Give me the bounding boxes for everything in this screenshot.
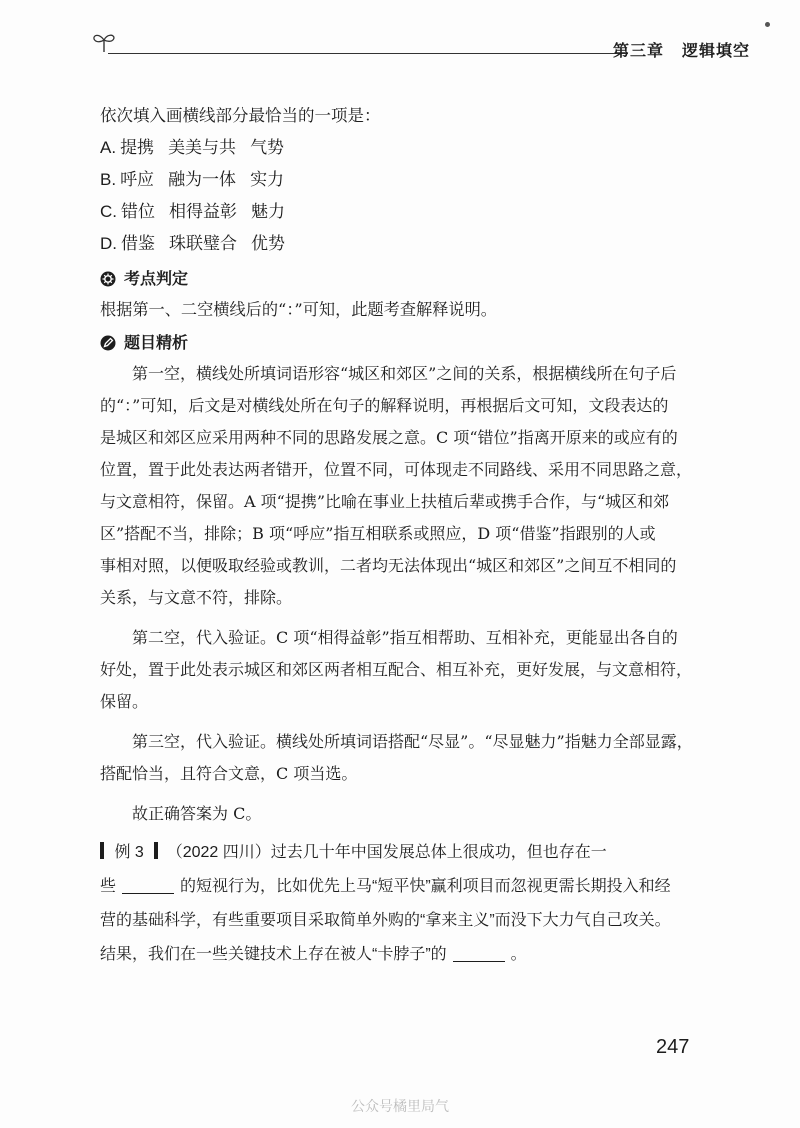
running-header <box>90 30 750 70</box>
text-line: 与文意相符，保留。A 项“提携”比喻在事业上扶植后辈或携手合作，与“城区和郊 <box>100 492 670 511</box>
jingxi-heading <box>100 328 700 358</box>
text-line: 事相对照，以便吸取经验或教训，二者均无法体现出“城区和郊区”之间互不相同的 <box>100 556 677 575</box>
text-line: 保留。 <box>100 692 149 711</box>
analysis-paragraph-3 <box>100 726 700 790</box>
chapter-number: 第三章 <box>612 41 664 60</box>
option-c: C. 错位 相得益彰 魅力 <box>100 202 285 221</box>
chapter-title: 逻辑填空 <box>681 41 750 60</box>
text-line: 好处，置于此处表示城区和郊区两者相互配合、相互补充，更好发展，与文意相符， <box>100 660 693 679</box>
example-source: （2022 四川） <box>166 844 271 861</box>
kaodian-heading <box>100 264 700 294</box>
text-line: 位置，置于此处表达两者错开，位置不同，可体现走不同路线、采用不同思路之意， <box>100 460 693 479</box>
pen-icon <box>100 335 116 351</box>
kaodian-text: 根据第一、二空横线后的“：”可知，此题考查解释说明。 <box>100 300 497 319</box>
answer-blank <box>453 961 505 962</box>
text-line: 第一空，横线处所填词语形容“城区和郊区”之间的关系，根据横线所在句子后 <box>132 364 677 383</box>
answer-line: 故正确答案为 C。 <box>132 804 262 823</box>
text-line: 关系，与文意不符，排除。 <box>100 588 293 607</box>
option-d: D. 借鉴 珠联璧合 优势 <box>100 234 285 253</box>
text-line: 区”搭配不当，排除；B 项“呼应”指互相联系或照应，D 项“借鉴”指跟别的人或 <box>100 524 656 543</box>
option-b: B. 呼应 融为一体 实力 <box>100 170 285 189</box>
analysis-paragraph-1 <box>100 358 700 614</box>
example-line-1: 例 3 （2022 四川）过去几十年中国发展总体上很成功，但也存在一 <box>100 836 700 870</box>
text-line: 的“：”可知，后文是对横线处所在句子的解释说明，再根据后文可知，文段表达的 <box>100 396 669 415</box>
text-line: 是城区和郊区应采用两种不同的思路发展之意。C 项“错位”指离开原来的或应有的 <box>100 428 678 447</box>
text-line: 第二空，代入验证。C 项“相得益彰”指互相帮助、互相补充，更能显出各自的 <box>132 628 678 647</box>
page-number: 247 <box>656 1036 690 1058</box>
answer-blank <box>122 893 174 894</box>
jingxi-title: 题目精析 <box>124 333 189 352</box>
analysis-paragraph-2 <box>100 622 700 718</box>
example-label: 例 3 <box>114 844 144 861</box>
example-line-2: 些 的短视行为，比如优先上马“短平快”赢利项目而忽视更需长期投入和经 <box>100 878 671 895</box>
scan-dot <box>765 22 770 27</box>
header-rule <box>108 53 628 54</box>
kaodian-title: 考点判定 <box>124 269 189 288</box>
option-a: A. 提携 美美与共 气势 <box>100 138 285 157</box>
answer-paragraph <box>100 798 700 830</box>
chapter-heading <box>613 38 750 61</box>
page-content <box>100 100 700 972</box>
question-prompt: 依次填入画横线部分最恰当的一项是： <box>100 107 381 125</box>
example-question <box>100 836 700 972</box>
text-line: 搭配恰当，且符合文意，C 项当选。 <box>100 764 358 783</box>
example-line-4: 结果，我们在一些关键技术上存在被人“卡脖子”的 。 <box>100 946 527 963</box>
example-line-3: 营的基础科学，有些重要项目采取简单外购的“拿来主义”而没下大力气自己攻关。 <box>100 912 671 929</box>
text-line: 第三空，代入验证。横线处所填词语搭配“尽显”。“尽显魅力”指魅力全部显露， <box>132 732 693 751</box>
watermark: 公众号橘里局气 <box>351 1099 449 1115</box>
sprout-icon <box>90 30 118 54</box>
gear-icon <box>100 271 116 287</box>
